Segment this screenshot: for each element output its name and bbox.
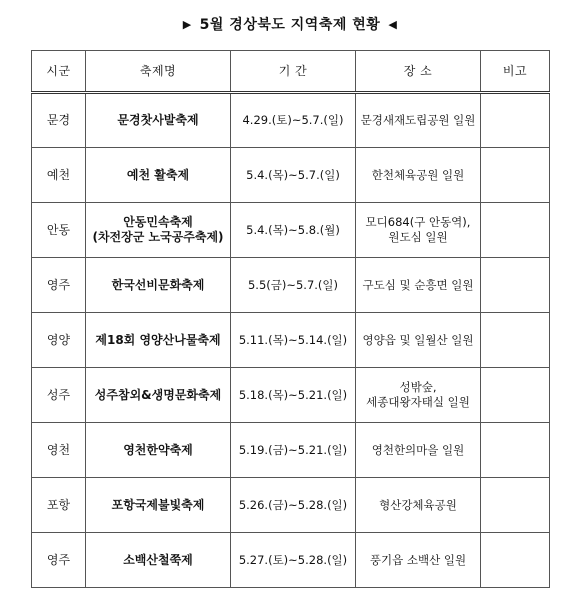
venue-cell: 구도심 및 순흥면 일원 bbox=[356, 258, 481, 313]
table-header-row bbox=[32, 51, 550, 93]
right-triangle-icon: ▶ bbox=[182, 17, 192, 31]
note-cell bbox=[481, 148, 550, 203]
festival-name-cell: 영천한약축제 bbox=[86, 423, 231, 478]
venue-cell: 풍기읍 소백산 일원 bbox=[356, 533, 481, 588]
city-cell: 포항 bbox=[32, 478, 86, 533]
page-title-text: 5월 경상북도 지역축제 현황 bbox=[199, 17, 381, 33]
period-cell: 5.5(금)~5.7.(일) bbox=[231, 258, 356, 313]
note-cell bbox=[481, 203, 550, 258]
table-row bbox=[32, 423, 550, 478]
note-cell bbox=[481, 368, 550, 423]
period-cell: 5.26.(금)~5.28.(일) bbox=[231, 478, 356, 533]
festival-table bbox=[31, 50, 550, 588]
header-period: 기 간 bbox=[231, 51, 356, 93]
table-row bbox=[32, 533, 550, 588]
table-row bbox=[32, 313, 550, 368]
period-cell: 5.19.(금)~5.21.(일) bbox=[231, 423, 356, 478]
table-row bbox=[32, 368, 550, 423]
venue-cell: 성밖숲, 세종대왕자태실 일원 bbox=[356, 368, 481, 423]
festival-name-cell: 성주참외&생명문화축제 bbox=[86, 368, 231, 423]
note-cell bbox=[481, 258, 550, 313]
period-cell: 4.29.(토)~5.7.(일) bbox=[231, 93, 356, 148]
period-cell: 5.4.(목)~5.8.(월) bbox=[231, 203, 356, 258]
page-title bbox=[0, 10, 580, 38]
festival-name-cell: 소백산철쭉제 bbox=[86, 533, 231, 588]
table-row bbox=[32, 148, 550, 203]
city-cell: 영주 bbox=[32, 258, 86, 313]
table-row bbox=[32, 478, 550, 533]
period-cell: 5.11.(목)~5.14.(일) bbox=[231, 313, 356, 368]
festival-name-cell: 한국선비문화축제 bbox=[86, 258, 231, 313]
period-cell: 5.18.(목)~5.21.(일) bbox=[231, 368, 356, 423]
table-body bbox=[32, 93, 550, 588]
note-cell bbox=[481, 93, 550, 148]
city-cell: 문경 bbox=[32, 93, 86, 148]
city-cell: 예천 bbox=[32, 148, 86, 203]
note-cell bbox=[481, 533, 550, 588]
festival-name-cell: 안동민속축제 (차전장군 노국공주축제) bbox=[86, 203, 231, 258]
city-cell: 성주 bbox=[32, 368, 86, 423]
note-cell bbox=[481, 313, 550, 368]
table-row bbox=[32, 258, 550, 313]
note-cell bbox=[481, 423, 550, 478]
header-city: 시군 bbox=[32, 51, 86, 93]
header-note: 비고 bbox=[481, 51, 550, 93]
table-row bbox=[32, 203, 550, 258]
festival-name-cell: 제18회 영양산나물축제 bbox=[86, 313, 231, 368]
venue-cell: 영천한의마을 일원 bbox=[356, 423, 481, 478]
venue-cell: 문경새재도립공원 일원 bbox=[356, 93, 481, 148]
festival-name-cell: 문경찻사발축제 bbox=[86, 93, 231, 148]
venue-cell: 한천체육공원 일원 bbox=[356, 148, 481, 203]
city-cell: 영주 bbox=[32, 533, 86, 588]
city-cell: 영천 bbox=[32, 423, 86, 478]
period-cell: 5.27.(토)~5.28.(일) bbox=[231, 533, 356, 588]
table-row bbox=[32, 93, 550, 148]
city-cell: 안동 bbox=[32, 203, 86, 258]
festival-name-cell: 예천 활축제 bbox=[86, 148, 231, 203]
left-triangle-icon: ◀ bbox=[388, 17, 398, 31]
festival-name-cell: 포항국제불빛축제 bbox=[86, 478, 231, 533]
venue-cell: 형산강체육공원 bbox=[356, 478, 481, 533]
venue-cell: 영양읍 및 일월산 일원 bbox=[356, 313, 481, 368]
note-cell bbox=[481, 478, 550, 533]
venue-cell: 모디684(구 안동역), 원도심 일원 bbox=[356, 203, 481, 258]
header-festival-name: 축제명 bbox=[86, 51, 231, 93]
header-venue: 장 소 bbox=[356, 51, 481, 93]
city-cell: 영양 bbox=[32, 313, 86, 368]
period-cell: 5.4.(목)~5.7.(일) bbox=[231, 148, 356, 203]
